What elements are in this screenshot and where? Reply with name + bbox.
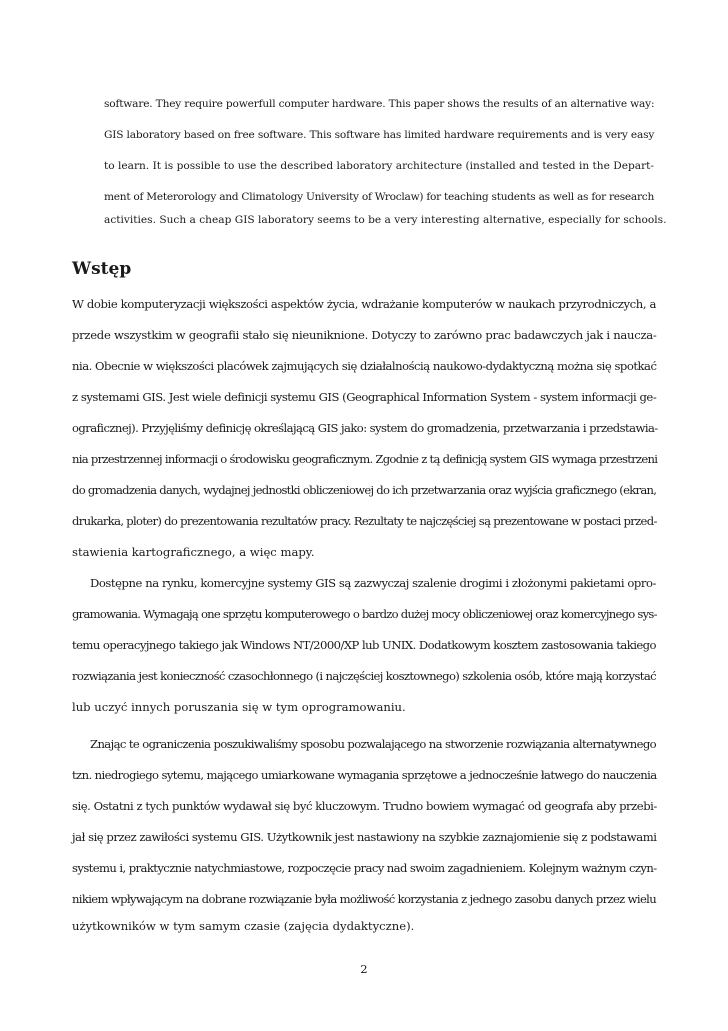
section-heading: Wstęp <box>72 259 132 279</box>
body-line: przede wszystkim w geografii stało się nieuniknione. Dotyczy to zarówno prac badawczych jak i naucza- <box>72 328 657 342</box>
body-line: stawienia kartograficznego, a więc mapy. <box>72 545 315 559</box>
abstract-line: ment of Meterorology and Climatology University of Wroclaw) for teaching students as well as for research <box>104 191 654 203</box>
body-line: nikiem wpływającym na dobrane rozwiązanie była możliwość korzystania z jednego zasobu danych przez wielu <box>72 892 656 906</box>
body-line: systemu i, praktycznie natychmiastowe, rozpoczęcie pracy nad swoim zagadnieniem. Kolejnym ważnym czyn- <box>72 861 657 875</box>
body-line: się. Ostatni z tych punktów wydawał się być kluczowym. Trudno bowiem wymagać od geografa aby przebi- <box>72 799 657 813</box>
body-line: lub uczyć innych poruszania się w tym oprogramowaniu. <box>72 700 406 714</box>
body-line: ograficznej). Przyjęliśmy definicję określającą GIS jako: system do gromadzenia, przetwarzania i przedstawia- <box>72 421 658 435</box>
body-line: jał się przez zawiłości systemu GIS. Użytkownik jest nastawiony na szybkie zaznajomienie się z podstawami <box>72 830 657 844</box>
abstract-line: to learn. It is possible to use the described laboratory architecture (installed and tested in the Depart- <box>104 160 654 172</box>
body-line: drukarka, ploter) do prezentowania rezultatów pracy. Rezultaty te najczęściej są prezentowane w postaci przed- <box>72 514 657 528</box>
body-line: Znając te ograniczenia poszukiwaliśmy sposobu pozwalającego na stworzenie rozwiązania alternatywnego <box>90 737 656 751</box>
abstract-line: GIS laboratory based on free software. This software has limited hardware requirements and is very easy <box>104 129 655 141</box>
body-line: nia przestrzennej informacji o środowisku geograficznym. Zgodnie z tą definicją system GIS wymaga przestrzeni <box>72 452 658 466</box>
abstract-line: activities. Such a cheap GIS laboratory seems to be a very interesting alternative, especially for schools. <box>104 214 667 226</box>
body-line: gramowania. Wymagają one sprzętu komputerowego o bardzo dużej mocy obliczeniowej oraz komercyjnego sys- <box>72 607 657 621</box>
body-line: W dobie komputeryzacji większości aspektów życia, wdrażanie komputerów w naukach przyrodniczych, a <box>72 297 656 311</box>
body-line: tzn. niedrogiego sytemu, mającego umiarkowane wymagania sprzętowe a jednocześnie łatwego do nauczenia <box>72 768 657 782</box>
body-line: Dostępne na rynku, komercyjne systemy GIS są zazwyczaj szalenie drogimi i złożonymi pakietami opro- <box>90 576 656 590</box>
body-line: użytkowników w tym samym czasie (zajęcia dydaktyczne). <box>72 919 415 933</box>
page-number: 2 <box>360 962 368 976</box>
body-line: do gromadzenia danych, wydajnej jednostki obliczeniowej do ich przetwarzania oraz wyjścia graficznego (ekran, <box>72 483 657 497</box>
body-line: nia. Obecnie w większości placówek zajmujących się działalnością naukowo-dydaktyczną można się spotkać <box>72 359 657 373</box>
body-line: z systemami GIS. Jest wiele definicji systemu GIS (Geographical Information System - system informacji ge- <box>72 390 657 404</box>
body-line: rozwiązania jest konieczność czasochłonnego (i najczęściej kosztownego) szkolenia osób, które mają korzystać <box>72 669 656 683</box>
abstract-line: software. They require powerfull computer hardware. This paper shows the results of an alternative way: <box>104 98 655 110</box>
body-line: temu operacyjnego takiego jak Windows NT/2000/XP lub UNIX. Dodatkowym kosztem zastosowania takiego <box>72 638 656 652</box>
